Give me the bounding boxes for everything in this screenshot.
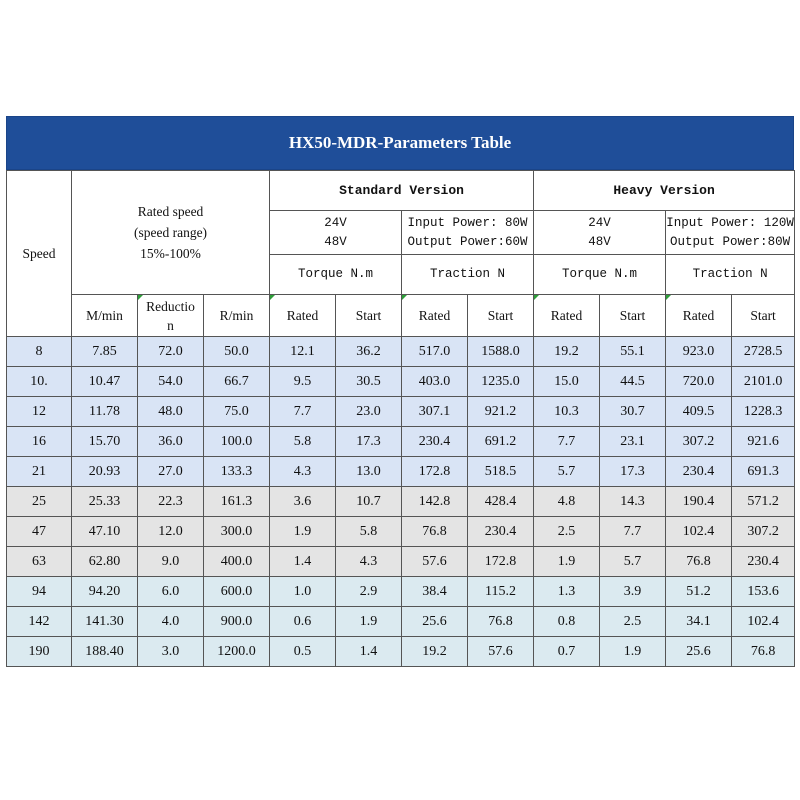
std-torque-header: Torque N.m — [270, 255, 402, 295]
heavy-torque-start-cell: 2.5 — [600, 607, 666, 637]
heavy-voltage-48: 48V — [588, 234, 611, 249]
std-traction-start-cell: 1588.0 — [468, 337, 534, 367]
reduction-cell: 9.0 — [138, 547, 204, 577]
reduction-cell: 12.0 — [138, 517, 204, 547]
std-torque-rated-cell: 1.9 — [270, 517, 336, 547]
r-min-cell: 75.0 — [204, 397, 270, 427]
std-torque-start-cell: 1.4 — [336, 637, 402, 667]
std-traction-rated-cell: 57.6 — [402, 547, 468, 577]
heavy-torque-start-header: Start — [600, 295, 666, 337]
m-min-cell: 94.20 — [72, 577, 138, 607]
heavy-torque-start-cell: 30.7 — [600, 397, 666, 427]
std-traction-start-cell: 172.8 — [468, 547, 534, 577]
heavy-traction-rated-cell: 720.0 — [666, 367, 732, 397]
table-row — [7, 607, 795, 637]
heavy-traction-rated-cell: 307.2 — [666, 427, 732, 457]
heavy-traction-rated-cell: 34.1 — [666, 607, 732, 637]
m-min-cell: 25.33 — [72, 487, 138, 517]
std-power-cell — [402, 211, 534, 255]
heavy-traction-start-cell: 102.4 — [732, 607, 795, 637]
r-min-cell: 400.0 — [204, 547, 270, 577]
std-traction-rated-cell: 38.4 — [402, 577, 468, 607]
speed-cell: 94 — [7, 577, 72, 607]
std-traction-rated-cell: 172.8 — [402, 457, 468, 487]
parameters-table — [6, 170, 795, 667]
m-min-cell: 47.10 — [72, 517, 138, 547]
speed-cell: 25 — [7, 487, 72, 517]
heavy-traction-rated-cell: 923.0 — [666, 337, 732, 367]
m-min-cell: 188.40 — [72, 637, 138, 667]
std-traction-start-cell: 518.5 — [468, 457, 534, 487]
std-torque-start-cell: 30.5 — [336, 367, 402, 397]
reduction-cell: 72.0 — [138, 337, 204, 367]
std-traction-start-cell: 1235.0 — [468, 367, 534, 397]
table-body — [7, 337, 795, 667]
heavy-power-cell — [666, 211, 795, 255]
std-torque-start-cell: 5.8 — [336, 517, 402, 547]
std-torque-rated-cell: 0.6 — [270, 607, 336, 637]
speed-cell: 142 — [7, 607, 72, 637]
std-voltage-cell — [270, 211, 402, 255]
r-min-cell: 161.3 — [204, 487, 270, 517]
speed-cell: 21 — [7, 457, 72, 487]
std-torque-rated-cell: 9.5 — [270, 367, 336, 397]
m-min-cell: 141.30 — [72, 607, 138, 637]
heavy-traction-rated-cell: 76.8 — [666, 547, 732, 577]
heavy-voltage-24: 24V — [588, 215, 611, 230]
r-min-cell: 133.3 — [204, 457, 270, 487]
speed-cell: 16 — [7, 427, 72, 457]
std-torque-start-header: Start — [336, 295, 402, 337]
heavy-torque-rated-cell: 10.3 — [534, 397, 600, 427]
m-min-header: M/min — [72, 295, 138, 337]
std-torque-start-cell: 10.7 — [336, 487, 402, 517]
heavy-torque-rated-cell: 15.0 — [534, 367, 600, 397]
heavy-traction-start-cell: 1228.3 — [732, 397, 795, 427]
heavy-traction-start-cell: 2101.0 — [732, 367, 795, 397]
r-min-cell: 300.0 — [204, 517, 270, 547]
std-torque-rated-header: Rated — [270, 295, 336, 337]
m-min-cell: 10.47 — [72, 367, 138, 397]
speed-cell: 47 — [7, 517, 72, 547]
r-min-cell: 66.7 — [204, 367, 270, 397]
std-torque-rated-cell: 1.0 — [270, 577, 336, 607]
table-row — [7, 517, 795, 547]
table-row — [7, 457, 795, 487]
table-header — [7, 171, 795, 337]
heavy-traction-rated-cell: 25.6 — [666, 637, 732, 667]
table-row — [7, 337, 795, 367]
m-min-cell: 20.93 — [72, 457, 138, 487]
std-torque-rated-cell: 1.4 — [270, 547, 336, 577]
std-torque-start-cell: 13.0 — [336, 457, 402, 487]
heavy-traction-rated-cell: 51.2 — [666, 577, 732, 607]
heavy-torque-start-cell: 5.7 — [600, 547, 666, 577]
heavy-torque-rated-cell: 19.2 — [534, 337, 600, 367]
std-traction-start-cell: 57.6 — [468, 637, 534, 667]
std-torque-start-cell: 36.2 — [336, 337, 402, 367]
std-torque-start-cell: 17.3 — [336, 427, 402, 457]
table-row — [7, 427, 795, 457]
heavy-torque-start-cell: 7.7 — [600, 517, 666, 547]
heavy-traction-start-cell: 691.3 — [732, 457, 795, 487]
heavy-torque-start-cell: 3.9 — [600, 577, 666, 607]
std-torque-start-cell: 1.9 — [336, 607, 402, 637]
rated-speed-line-3: 15%-100% — [140, 246, 201, 261]
heavy-torque-start-cell: 1.9 — [600, 637, 666, 667]
std-traction-start-cell: 428.4 — [468, 487, 534, 517]
speed-cell: 190 — [7, 637, 72, 667]
rated-speed-line-1: Rated speed — [137, 204, 204, 219]
std-traction-rated-cell: 76.8 — [402, 517, 468, 547]
heavy-torque-rated-cell: 1.3 — [534, 577, 600, 607]
speed-cell: 8 — [7, 337, 72, 367]
table-row — [7, 637, 795, 667]
std-torque-rated-cell: 7.7 — [270, 397, 336, 427]
std-traction-rated-cell: 403.0 — [402, 367, 468, 397]
reduction-cell: 54.0 — [138, 367, 204, 397]
reduction-cell: 48.0 — [138, 397, 204, 427]
std-traction-header: Traction N — [402, 255, 534, 295]
r-min-cell: 900.0 — [204, 607, 270, 637]
std-traction-rated-cell: 517.0 — [402, 337, 468, 367]
heavy-voltage-cell — [534, 211, 666, 255]
r-min-cell: 100.0 — [204, 427, 270, 457]
heavy-torque-rated-cell: 0.8 — [534, 607, 600, 637]
r-min-cell: 1200.0 — [204, 637, 270, 667]
heavy-input-power: Input Power: 120W — [666, 215, 794, 230]
reduction-cell: 22.3 — [138, 487, 204, 517]
table-row — [7, 397, 795, 427]
std-traction-rated-cell: 307.1 — [402, 397, 468, 427]
std-torque-start-cell: 4.3 — [336, 547, 402, 577]
std-torque-rated-cell: 0.5 — [270, 637, 336, 667]
std-output-power: Output Power:60W — [407, 234, 528, 249]
heavy-version-header: Heavy Version — [534, 171, 795, 211]
heavy-traction-rated-header: Rated — [666, 295, 732, 337]
table-row — [7, 547, 795, 577]
std-traction-rated-cell: 19.2 — [402, 637, 468, 667]
reduction-cell: 3.0 — [138, 637, 204, 667]
m-min-cell: 62.80 — [72, 547, 138, 577]
std-traction-start-cell: 230.4 — [468, 517, 534, 547]
heavy-torque-rated-header: Rated — [534, 295, 600, 337]
table-title: HX50-MDR-Parameters Table — [6, 116, 794, 170]
m-min-cell: 11.78 — [72, 397, 138, 427]
heavy-traction-start-cell: 153.6 — [732, 577, 795, 607]
std-torque-rated-cell: 5.8 — [270, 427, 336, 457]
table-row — [7, 367, 795, 397]
heavy-traction-start-header: Start — [732, 295, 795, 337]
heavy-traction-rated-cell: 230.4 — [666, 457, 732, 487]
heavy-torque-rated-cell: 7.7 — [534, 427, 600, 457]
heavy-traction-start-cell: 76.8 — [732, 637, 795, 667]
standard-version-header: Standard Version — [270, 171, 534, 211]
speed-cell: 63 — [7, 547, 72, 577]
heavy-torque-header: Torque N.m — [534, 255, 666, 295]
std-input-power: Input Power: 80W — [407, 215, 528, 230]
heavy-traction-rated-cell: 190.4 — [666, 487, 732, 517]
heavy-torque-start-cell: 23.1 — [600, 427, 666, 457]
std-traction-rated-cell: 25.6 — [402, 607, 468, 637]
m-min-cell: 15.70 — [72, 427, 138, 457]
m-min-cell: 7.85 — [72, 337, 138, 367]
std-traction-rated-cell: 230.4 — [402, 427, 468, 457]
heavy-traction-header: Traction N — [666, 255, 795, 295]
heavy-torque-rated-cell: 2.5 — [534, 517, 600, 547]
heavy-traction-rated-cell: 102.4 — [666, 517, 732, 547]
heavy-torque-start-cell: 14.3 — [600, 487, 666, 517]
std-traction-start-cell: 115.2 — [468, 577, 534, 607]
rated-speed-line-2: (speed range) — [133, 225, 208, 240]
std-traction-start-cell: 921.2 — [468, 397, 534, 427]
r-min-cell: 600.0 — [204, 577, 270, 607]
std-traction-rated-cell: 142.8 — [402, 487, 468, 517]
r-min-header: R/min — [204, 295, 270, 337]
parameters-table-container — [6, 116, 794, 667]
speed-cell: 10. — [7, 367, 72, 397]
reduction-cell: 4.0 — [138, 607, 204, 637]
table-row — [7, 577, 795, 607]
std-voltage-24: 24V — [324, 215, 347, 230]
table-row — [7, 487, 795, 517]
heavy-output-power: Output Power:80W — [670, 234, 791, 249]
heavy-torque-rated-cell: 5.7 — [534, 457, 600, 487]
std-torque-rated-cell: 4.3 — [270, 457, 336, 487]
heavy-torque-rated-cell: 1.9 — [534, 547, 600, 577]
std-traction-start-header: Start — [468, 295, 534, 337]
heavy-torque-rated-cell: 4.8 — [534, 487, 600, 517]
reduction-cell: 6.0 — [138, 577, 204, 607]
std-torque-start-cell: 2.9 — [336, 577, 402, 607]
std-traction-start-cell: 76.8 — [468, 607, 534, 637]
std-traction-rated-header: Rated — [402, 295, 468, 337]
heavy-torque-rated-cell: 0.7 — [534, 637, 600, 667]
heavy-traction-start-cell: 571.2 — [732, 487, 795, 517]
heavy-traction-start-cell: 921.6 — [732, 427, 795, 457]
reduction-line-2: n — [167, 317, 174, 333]
heavy-traction-start-cell: 2728.5 — [732, 337, 795, 367]
std-torque-start-cell: 23.0 — [336, 397, 402, 427]
heavy-traction-start-cell: 230.4 — [732, 547, 795, 577]
speed-header: Speed — [7, 171, 72, 337]
rated-speed-header — [72, 171, 270, 295]
std-voltage-48: 48V — [324, 234, 347, 249]
speed-cell: 12 — [7, 397, 72, 427]
heavy-traction-start-cell: 307.2 — [732, 517, 795, 547]
heavy-torque-start-cell: 55.1 — [600, 337, 666, 367]
std-torque-rated-cell: 3.6 — [270, 487, 336, 517]
heavy-torque-start-cell: 44.5 — [600, 367, 666, 397]
heavy-torque-start-cell: 17.3 — [600, 457, 666, 487]
std-torque-rated-cell: 12.1 — [270, 337, 336, 367]
reduction-line-1: Reductio — [146, 298, 195, 314]
reduction-header — [138, 295, 204, 337]
reduction-cell: 27.0 — [138, 457, 204, 487]
r-min-cell: 50.0 — [204, 337, 270, 367]
heavy-traction-rated-cell: 409.5 — [666, 397, 732, 427]
std-traction-start-cell: 691.2 — [468, 427, 534, 457]
reduction-cell: 36.0 — [138, 427, 204, 457]
